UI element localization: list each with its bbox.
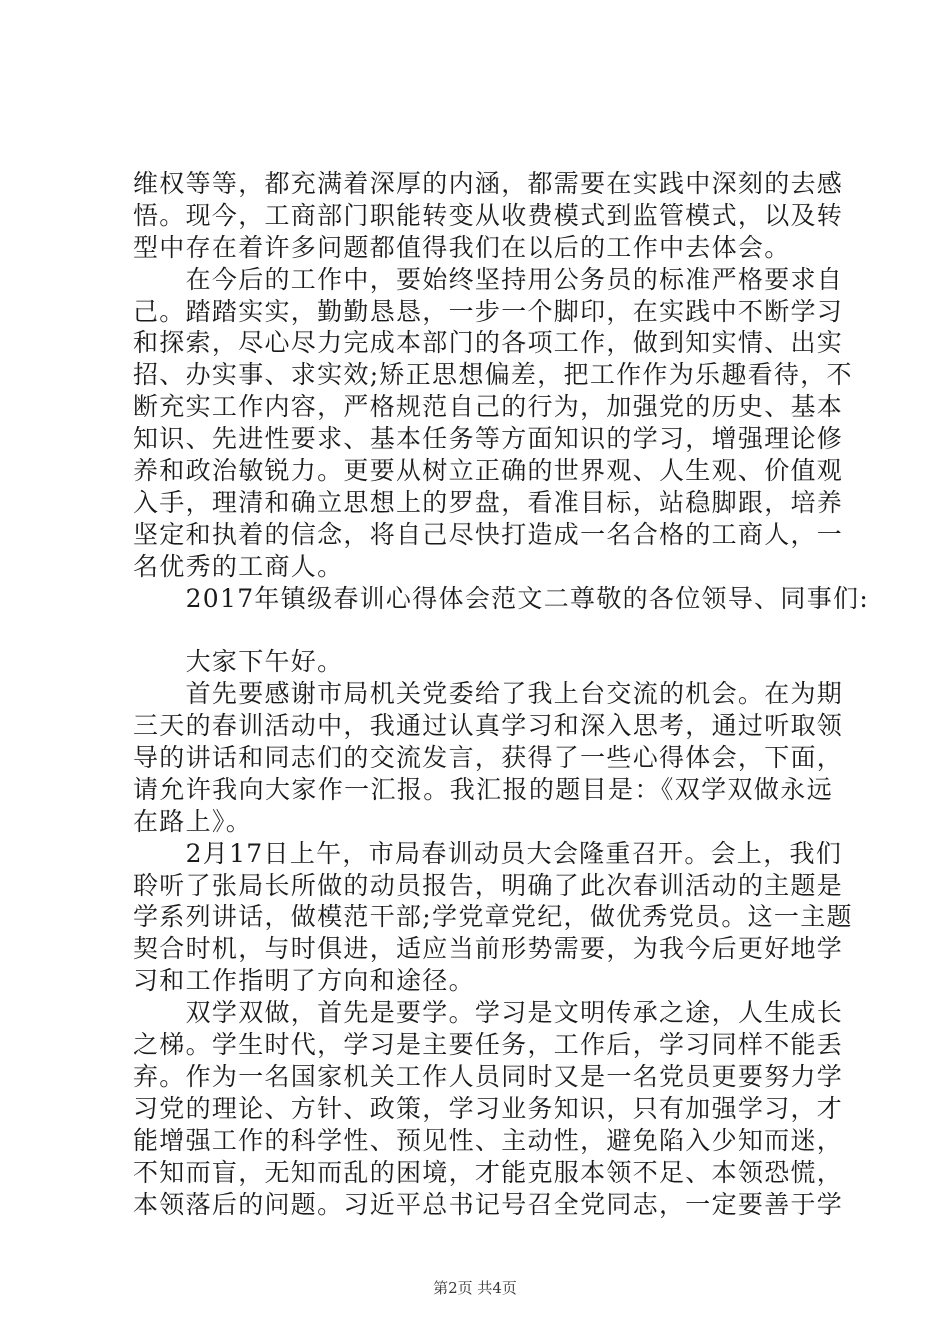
text-line: 招、办实事、求实效;矫正思想偏差，把工作作为乐趣看待，不 [133, 360, 853, 390]
text-line: 悟。现今，工商部门职能转变从收费模式到监管模式，以及转 [133, 200, 844, 230]
text-line: 之梯。学生时代，学习是主要任务，工作后，学习同样不能丢 [133, 1030, 844, 1060]
text-line: 双学双做，首先是要学。学习是文明传承之途，人生成长 [133, 998, 844, 1028]
text-line: 学系列讲话，做模范干部;学党章党纪，做优秀党员。这一主题 [133, 902, 853, 932]
text-line: 名优秀的工商人。 [133, 551, 344, 581]
text-line: 能增强工作的科学性、预见性、主动性，避免陷入少知而迷， [133, 1125, 844, 1155]
text-line: 养和政治敏锐力。更要从树立正确的世界观、人生观、价值观 [133, 456, 844, 486]
body-text [133, 168, 870, 1220]
text-line: 习和工作指明了方向和途径。 [133, 966, 475, 996]
text-line: 知识、先进性要求、基本任务等方面知识的学习，增强理论修 [133, 424, 844, 454]
text-line: 入手，理清和确立思想上的罗盘，看准目标，站稳脚跟，培养 [133, 487, 844, 517]
text-line: 契合时机，与时俱进，适应当前形势需要，为我今后更好地学 [133, 934, 844, 964]
text-line: 坚定和执着的信念，将自己尽快打造成一名合格的工商人，一 [133, 519, 844, 549]
text-line: 本领落后的问题。习近平总书记号召全党同志，一定要善于学 [133, 1189, 844, 1219]
text-line: 己。踏踏实实，勤勤恳恳，一步一个脚印，在实践中不断学习 [133, 296, 844, 326]
text-line: 维权等等，都充满着深厚的内涵，都需要在实践中深刻的去感 [133, 169, 844, 198]
text-line: 在今后的工作中，要始终坚持用公务员的标准严格要求自 [133, 264, 844, 294]
blank-line [133, 614, 833, 646]
text-line: 不知而盲，无知而乱的困境，才能克服本领不足、本领恐慌， [133, 1157, 844, 1187]
text-line: 习党的理论、方针、政策，学习业务知识，只有加强学习，才 [133, 1093, 844, 1123]
text-line: 在路上》。 [133, 806, 253, 836]
text-line: 首先要感谢市局机关党委给了我上台交流的机会。在为期 [133, 679, 844, 709]
text-line: 大家下午好。 [133, 647, 344, 677]
page-footer: 第2页 共4页 [433, 1279, 517, 1297]
text-line: 导的讲话和同志们的交流发言，获得了一些心得体会，下面， [133, 743, 844, 773]
text-line: 弃。作为一名国家机关工作人员同时又是一名党员更要努力学 [133, 1061, 844, 1091]
text-line: 和探索，尽心尽力完成本部门的各项工作，做到知实情、出实 [133, 328, 844, 358]
text-line: 断充实工作内容，严格规范自己的行为，加强党的历史、基本 [133, 392, 844, 422]
text-line: 型中存在着许多问题都值得我们在以后的工作中去体会。 [133, 232, 791, 262]
text-line: 2月17日上午，市局春训动员大会隆重召开。会上，我们 [133, 838, 843, 868]
text-line: 聆听了张局长所做的动员报告，明确了此次春训活动的主题是 [133, 870, 844, 900]
text-line: 三天的春训活动中，我通过认真学习和深入思考，通过听取领 [133, 711, 844, 741]
text-line: 2017年镇级春训心得体会范文二尊敬的各位领导、同事们: [133, 583, 870, 613]
text-line: 请允许我向大家作一汇报。我汇报的题目是：《双学双做永远 [133, 774, 833, 804]
